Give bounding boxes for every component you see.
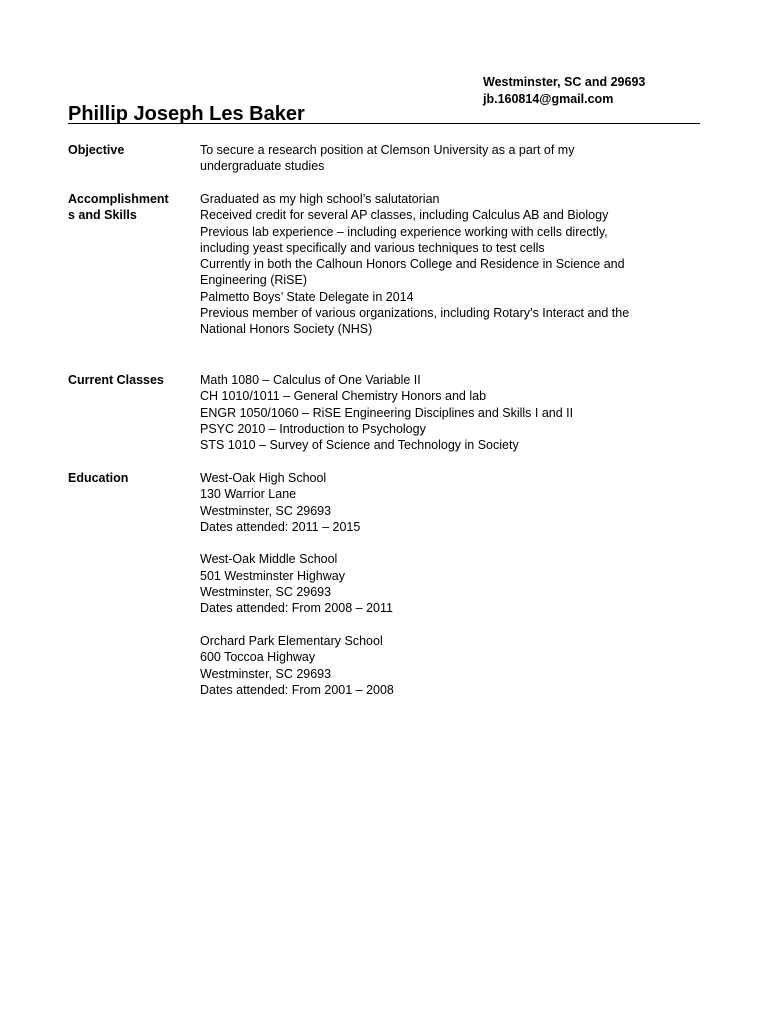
education-section	[68, 470, 700, 698]
accomplishments-content	[200, 191, 690, 338]
accomplishments-label	[68, 191, 186, 224]
accomplishment-line: Currently in both the Calhoun Honors College and Residence in Science and	[200, 257, 625, 272]
school-entry	[200, 551, 690, 616]
school-name: West-Oak High School	[200, 471, 327, 485]
school-name: Orchard Park Elementary School	[200, 633, 383, 648]
class-line: Math 1080 – Calculus of One Variable II	[200, 373, 421, 387]
class-line: PSYC 2010 – Introduction to Psychology	[200, 421, 426, 436]
education-label-text: Education	[68, 471, 129, 485]
accomplishment-line: Palmetto Boys’ State Delegate in 2014	[200, 289, 414, 304]
current-classes-label	[68, 372, 186, 388]
accomplishment-line: Previous lab experience – including experience working with cells directly,	[200, 224, 608, 239]
accomplishments-section	[68, 191, 700, 338]
school-dates: Dates attended: From 2008 – 2011	[200, 601, 393, 616]
accomplishment-line: National Honors Society (NHS)	[200, 322, 373, 337]
resume-name: Phillip Joseph Les Baker	[68, 103, 305, 125]
school-dates: Dates attended: 2011 – 2015	[200, 519, 361, 534]
current-classes-label-text: Current Classes	[68, 373, 164, 387]
school-dates: Dates attended: From 2001 – 2008	[200, 682, 394, 697]
current-classes-section	[68, 372, 700, 453]
objective-label-text: Objective	[68, 143, 125, 157]
accomplishments-label-line: s and Skills	[68, 208, 137, 223]
accomplishment-line: Received credit for several AP classes, including Calculus AB and Biology	[200, 208, 609, 223]
accomplishment-line: Graduated as my high school’s salutatorian	[200, 192, 440, 206]
accomplishment-line: Engineering (RiSE)	[200, 273, 307, 288]
objective-section	[68, 142, 700, 175]
contact-email: jb.160814@gmail.com	[483, 92, 614, 106]
objective-content	[200, 142, 690, 175]
objective-label	[68, 142, 186, 158]
contact-address: Westminster, SC and 29693	[483, 75, 646, 89]
school-city: Westminster, SC 29693	[200, 585, 332, 600]
school-city: Westminster, SC 29693	[200, 503, 332, 518]
school-city: Westminster, SC 29693	[200, 666, 332, 681]
header-divider	[68, 123, 700, 124]
school-street: 501 Westminster Highway	[200, 568, 345, 583]
school-name: West-Oak Middle School	[200, 552, 338, 567]
school-street: 600 Toccoa Highway	[200, 650, 316, 665]
class-line: STS 1010 – Survey of Science and Technology in Society	[200, 438, 519, 453]
education-label	[68, 470, 186, 486]
school-entry	[200, 470, 690, 535]
class-line: ENGR 1050/1060 – RiSE Engineering Disciplines and Skills I and II	[200, 405, 574, 420]
accomplishment-line: Previous member of various organizations, including Rotary’s Interact and the	[200, 306, 630, 321]
school-street: 130 Warrior Lane	[200, 487, 297, 502]
school-entry	[200, 633, 690, 698]
accomplishments-label-line: Accomplishment	[68, 192, 169, 206]
current-classes-content	[200, 372, 690, 453]
class-line: CH 1010/1011 – General Chemistry Honors and lab	[200, 389, 487, 404]
objective-line: To secure a research position at Clemson University as a part of my	[200, 143, 575, 157]
objective-line: undergraduate studies	[200, 159, 325, 174]
education-content	[200, 470, 690, 698]
accomplishment-line: including yeast specifically and various techniques to test cells	[200, 240, 545, 255]
contact-info	[483, 74, 645, 108]
